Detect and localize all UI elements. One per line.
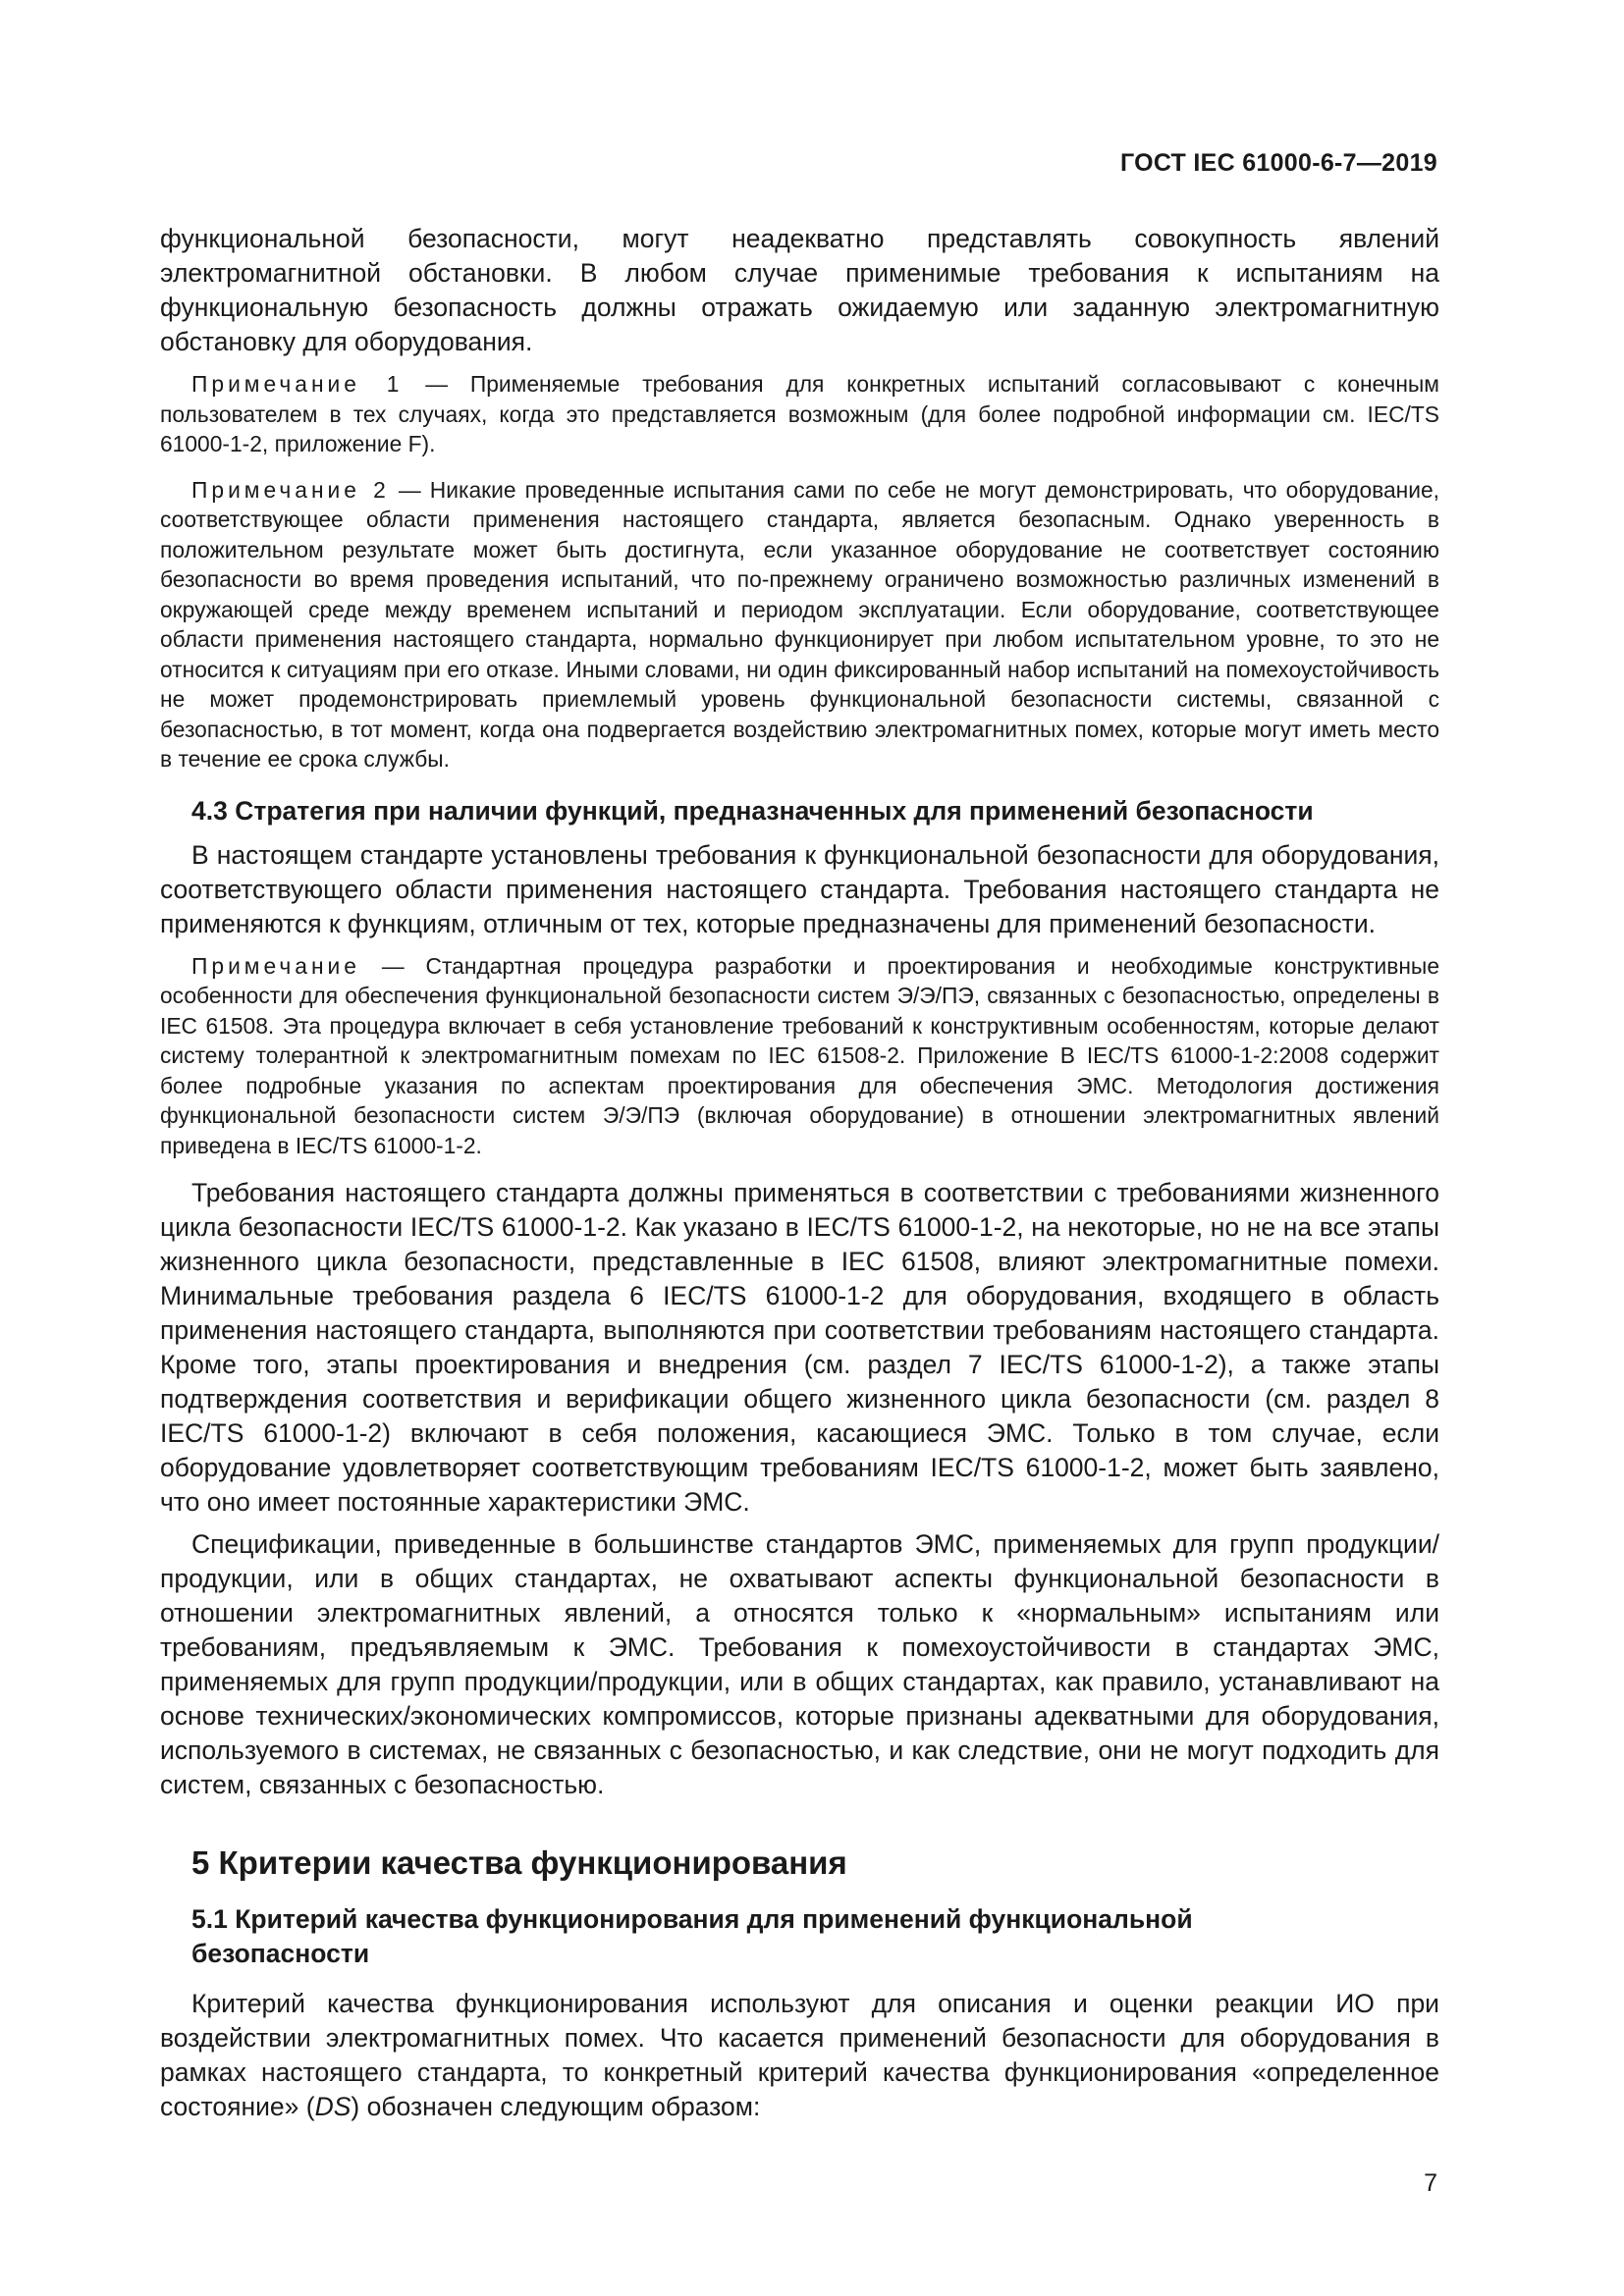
- paragraph-5-1-text-a: Критерий качества функционирования используют для описания и оценки реакции ИО при воздействии электромагнитных помех. Что касается применений безопасности для оборудования в рамках настоящего стандарта, то конкретный критерий качества функционирования «определенное состояние» (: [160, 1989, 1439, 2121]
- section-heading-5: 5 Критерии качества функционирования: [191, 1844, 847, 1881]
- page-number: 7: [1424, 2169, 1437, 2197]
- ds-abbreviation: DS: [314, 2092, 352, 2121]
- paragraph-5-1-text-b: ) обозначен следующим образом:: [351, 2092, 761, 2121]
- paragraph-5-1: [160, 1987, 1439, 2124]
- note-3-text: — Стандартная процедура разработки и проектирования и необходимые конструктивные особенности для обеспечения функциональной безопасности систем Э/Э/ПЭ, связанных с безопасностью, определены в IEC 61508. Эта процедура включает в себя установление требований к конструктивным особенностям, которые делают систему толерантной к электромагнитным помехам по IEC 61508-2. Приложение В IEC/TS 61000-1-2:2008 содержит более подробные указания по аспектам проектирования для обеспечения ЭМС. Методология достижения функциональной безопасности систем Э/Э/ПЭ (включая оборудование) в отношении электромагнитных явлений приведена в IEC/TS 61000-1-2.: [160, 952, 1439, 1158]
- paragraph-specifications: Спецификации, приведенные в большинстве стандартов ЭМС, применяемых для групп продукции/продукции, или в общих стандартах, не охватывают аспекты функциональной безопасности в отношении электромагнитных явлений, а относятся только к «нормальным» испытаниям или требованиям, предъявляемым к ЭМС. Требования к помехоустойчивости в стандартах ЭМС, применяемых для групп продукции/продукции, или в общих стандартах, как правило, устанавливают на основе технических/экономических компромиссов, которые признаны адекватными для оборудования, используемого в системах, не связанных с безопасностью, и как следствие, они не могут подходить для систем, связанных с безопасностью.: [160, 1529, 1439, 1799]
- section-heading-5-1: [160, 1902, 1439, 1971]
- paragraph-continuation: функциональной безопасности, могут неадекватно представлять совокупность явлений электромагнитной обстановки. В любом случае применимые требования к испытаниям на функциональную безопасность должны отражать ожидаемую или заданную электромагнитную обстановку для оборудования.: [160, 224, 1439, 356]
- note-2-text: — Никакие проведенные испытания сами по себе не могут демонстрировать, что оборудование, соответствующее области применения настоящего стандарта, является безопасным. Однако уверенность в положительном результате может быть достигнута, если указанное оборудование не соответствует состоянию безопасности во время проведения испытаний, что по-прежнему ограничено возможностью различных изменений в окружающей среде между временем испытаний и периодом эксплуатации. Если оборудование, соответствующее области применения настоящего стандарта, нормально функционирует при любом испытательном уровне, то это не относится к ситуациям при его отказе. Иными словами, ни один фиксированный набор испытаний на помехоустойчивость не может продемонстрировать приемлемый уровень функциональной безопасности системы, связанной с безопасностью, в тот момент, когда она подвергается воздействию электромагнитных помех, которые могут иметь место в течение ее срока службы.: [160, 476, 1439, 772]
- note-1-text: — Применяемые требования для конкретных испытаний согласовывают с конечным пользователем в тех случаях, когда это представляется возможным (для более подробной информации см. IEC/TS 61000-1-2, приложение F).: [160, 371, 1439, 456]
- note-1: [160, 369, 1439, 459]
- standard-designation: ГОСТ IEC 61000-6-7—2019: [1119, 149, 1437, 177]
- note-3-label: Примечание: [191, 952, 360, 979]
- note-3: [160, 951, 1439, 1161]
- section-heading-5-1-line-1: 5.1 Критерий качества функционирования для применений функциональной: [191, 1904, 1193, 1934]
- paragraph-lifecycle: Требования настоящего стандарта должны применяться в соответствии с требованиями жизненного цикла безопасности IEC/TS 61000-1-2. Как указано в IEC/TS 61000-1-2, на некоторые, но не на все этапы жизненного цикла безопасности, представленные в IEC 61508, влияют электромагнитные помехи. Минимальные требования раздела 6 IEC/TS 61000-1-2 для оборудования, входящего в область применения настоящего стандарта, выполняются при соответствии требованиям настоящего стандарта. Кроме того, этапы проектирования и внедрения (см. раздел 7 IEC/TS 61000-1-2), а также этапы подтверждения соответствия и верификации общего жизненного цикла безопасности (см. раздел 8 IEC/TS 61000-1-2) включают в себя положения, касающиеся ЭМС. Только в том случае, если оборудование удовлетворяет соответствующим требованиям IEC/TS 61000-1-2, может быть заявлено, что оно имеет постоянные характеристики ЭМС.: [160, 1178, 1439, 1517]
- paragraph-4-3-intro: В настоящем стандарте установлены требования к функциональной безопасности для оборудования, соответствующего области применения настоящего стандарта. Требования настоящего стандарта не применяются к функциям, отличным от тех, которые предназначены для применений безопасности.: [160, 839, 1439, 938]
- note-1-label: Примечание 1: [191, 371, 404, 397]
- note-2: [160, 475, 1439, 774]
- section-heading-4-3: 4.3 Стратегия при наличии функций, предназначенных для применений безопасности: [191, 795, 1314, 826]
- section-heading-5-1-line-2: безопасности: [191, 1939, 370, 1968]
- note-2-label: Примечание 2: [191, 476, 390, 503]
- page-content: [160, 222, 1439, 2124]
